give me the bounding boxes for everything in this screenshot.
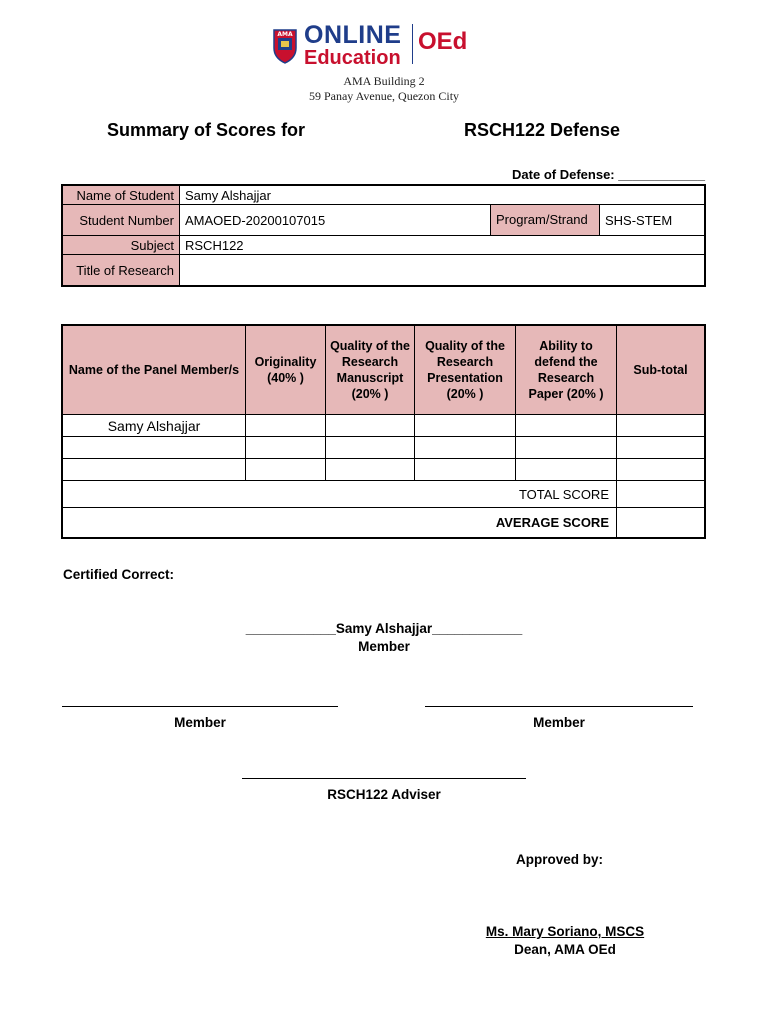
score-cell [246,415,326,437]
name-of-student-value: Samy Alshajjar [180,185,706,205]
logo-online-text: ONLINE [304,21,402,49]
adviser-signature [242,764,526,804]
total-score-value [617,481,706,508]
score-cell [415,437,516,459]
student-number-value: AMAOED-20200107015 [180,205,491,236]
signature-line [62,692,338,707]
signature-line [242,764,526,779]
member-2-label: Member [174,715,226,730]
header-panel-members: Name of the Panel Member/s [62,325,246,415]
score-cell [617,415,706,437]
score-cell [326,437,415,459]
logo-education-text: Education [304,47,401,69]
score-cell [326,415,415,437]
member-3-label: Member [533,715,585,730]
header-originality: Originality (40% ) [246,325,326,415]
table-row [62,437,705,459]
date-of-defense: Date of Defense: ____________ [512,167,705,182]
address-line-2: 59 Panay Avenue, Quezon City [308,89,460,103]
panel-member-name [62,459,246,481]
member-2-signature [62,692,338,732]
program-strand-label: Program/Strand [491,205,600,236]
ama-oed-logo [272,22,482,72]
page-title-right: RSCH122 Defense [464,120,621,140]
program-strand-value: SHS-STEM [600,205,706,236]
header-defend: Ability to defend the Research Paper (20% ) [516,325,617,415]
title-of-research-label: Title of Research [62,255,180,287]
panel-member-name: Samy Alshajjar [62,415,246,437]
logo-oed-text: OEd [418,28,468,55]
average-score-row [62,508,705,539]
score-cell [246,437,326,459]
scores-table [61,324,706,539]
adviser-label: RSCH122 Adviser [327,787,441,802]
score-cell [326,459,415,481]
header-subtotal: Sub-total [617,325,706,415]
student-number-label: Student Number [62,205,180,236]
average-score-value [617,508,706,539]
score-cell [617,459,706,481]
dean-signature [465,923,665,959]
score-cell [516,415,617,437]
member-1-label: Member [358,639,410,654]
shield-text: AMA [277,31,293,38]
score-cell [617,437,706,459]
logo-divider [412,24,413,64]
dean-name: Ms. Mary Soriano, MSCS [485,924,645,939]
approved-by-label: Approved by: [516,852,604,867]
score-cell [415,459,516,481]
page-title-left: Summary of Scores for [107,120,306,140]
subject-label: Subject [62,236,180,255]
table-row [62,415,705,437]
scores-header-row [62,325,705,415]
score-cell [246,459,326,481]
subject-value: RSCH122 [180,236,706,255]
student-info-table [61,184,706,287]
address-line-1: AMA Building 2 [343,74,425,88]
table-row [62,459,705,481]
total-score-row [62,481,705,508]
average-score-label: AVERAGE SCORE [62,508,617,539]
header-manuscript: Quality of the Research Manuscript (20% ) [326,325,415,415]
dean-title: Dean, AMA OEd [514,942,616,957]
header-presentation: Quality of the Research Presentation (20% ) [415,325,516,415]
total-score-label: TOTAL SCORE [62,481,617,508]
member-1-signature [184,620,584,656]
ama-shield-icon [272,26,298,64]
panel-member-name [62,437,246,459]
score-cell [516,459,617,481]
certified-correct-label: Certified Correct: [63,567,175,582]
signature-line [425,692,693,707]
score-cell [516,437,617,459]
title-of-research-value [180,255,706,287]
score-cell [415,415,516,437]
name-of-student-label: Name of Student [62,185,180,205]
member-1-name: ____________Samy Alshajjar____________ [245,621,523,636]
member-3-signature [425,692,693,732]
